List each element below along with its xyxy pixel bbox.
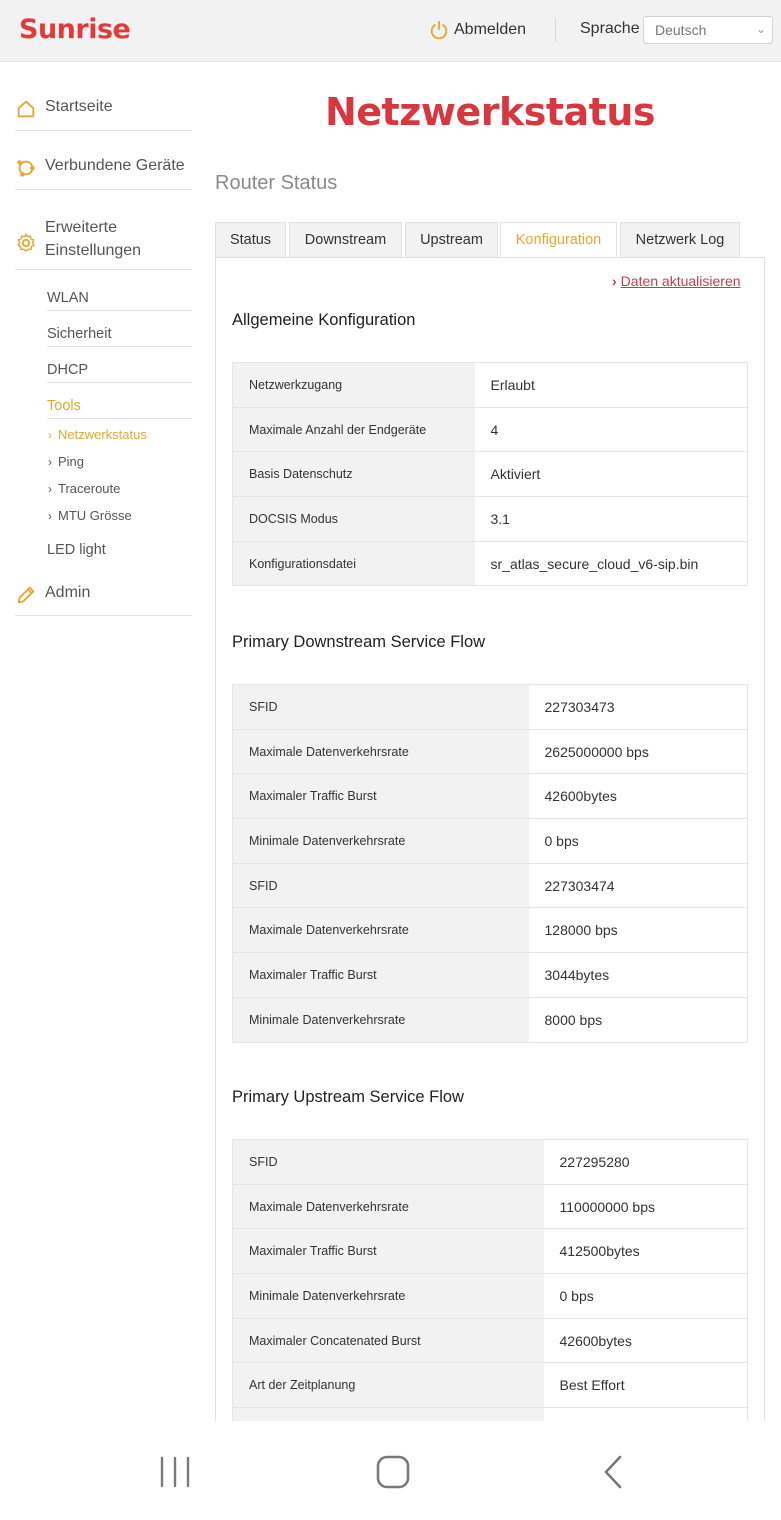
row-key: Maximaler Traffic Burst <box>233 953 529 998</box>
row-value: Best Effort <box>544 1363 748 1408</box>
chevron-right-icon: › <box>48 508 52 523</box>
tab-label: Konfiguration <box>515 231 602 248</box>
gear-icon <box>15 232 37 254</box>
header-divider <box>555 18 556 42</box>
chevron-right-icon: › <box>48 454 52 469</box>
subitem-label: WLAN <box>47 290 89 306</box>
row-value: 227303474 <box>529 863 748 908</box>
row-key: SFID <box>233 685 529 730</box>
tools-item-label: Ping <box>58 454 85 469</box>
tab-netzwerk-log[interactable] <box>620 222 740 257</box>
general-config-table <box>232 362 748 586</box>
row-key: SFID <box>233 1140 544 1185</box>
tab-label: Upstream <box>420 232 483 248</box>
sunrise-logo[interactable]: Sunrise <box>19 14 131 45</box>
table-row <box>233 819 748 864</box>
row-key: Minimale Datenverkehrsrate <box>233 1274 544 1319</box>
tools-item-label: MTU Grösse <box>58 508 132 523</box>
tools-item-netzwerkstatus[interactable] <box>48 427 147 442</box>
home-icon <box>15 98 37 120</box>
chevron-right-icon: › <box>48 427 52 442</box>
general-config-title: Allgemeine Konfiguration <box>232 311 416 329</box>
subitem-label: Sicherheit <box>47 326 112 342</box>
table-row <box>233 1318 748 1363</box>
subitem-label: LED light <box>47 542 106 558</box>
sidebar-item-devices[interactable] <box>15 157 192 190</box>
row-value: Aktiviert <box>475 452 748 497</box>
back-icon[interactable] <box>598 1454 628 1490</box>
row-value: 0 bps <box>529 819 748 864</box>
sidebar-item-admin[interactable] <box>15 584 192 616</box>
row-value: 3.1 <box>475 497 748 542</box>
sidebar-subitem-dhcp[interactable] <box>47 362 192 383</box>
sidebar-item-label: Admin <box>45 584 91 601</box>
row-key: DOCSIS Modus <box>233 497 475 542</box>
row-key: Konfigurationsdatei <box>233 541 475 586</box>
power-icon <box>428 19 450 41</box>
language-label: Sprache <box>580 20 640 37</box>
subitem-label: Tools <box>47 398 81 414</box>
tools-item-traceroute[interactable] <box>48 481 120 496</box>
table-row <box>233 541 748 586</box>
pencil-icon <box>15 584 37 606</box>
row-value: sr_atlas_secure_cloud_v6-sip.bin <box>475 541 748 586</box>
table-row <box>233 407 748 452</box>
section-title: Router Status <box>215 172 338 194</box>
table-row <box>233 685 748 730</box>
sidebar-subitem-tools[interactable] <box>47 398 192 419</box>
table-row <box>233 908 748 953</box>
row-key: Maximale Datenverkehrsrate <box>233 908 529 953</box>
row-key: Maximaler Traffic Burst <box>233 774 529 819</box>
tab-status[interactable] <box>215 222 286 257</box>
system-navigation-bar <box>0 1421 781 1520</box>
row-value: 2625000000 bps <box>529 729 748 774</box>
refresh-link[interactable] <box>612 273 741 289</box>
row-value: 128000 bps <box>529 908 748 953</box>
downstream-flow-table <box>232 684 748 1043</box>
row-key: Maximale Anzahl der Endgeräte <box>233 407 475 452</box>
row-value: 42600bytes <box>529 774 748 819</box>
sidebar-item-label: Verbundene Geräte <box>45 157 185 174</box>
tools-item-label: Traceroute <box>58 481 121 496</box>
logout-button[interactable] <box>428 17 526 43</box>
row-value: 412500bytes <box>544 1229 748 1274</box>
recent-apps-icon[interactable] <box>157 1455 193 1489</box>
downstream-flow-title: Primary Downstream Service Flow <box>232 633 486 651</box>
devices-icon <box>15 157 37 179</box>
row-key: Maximale Datenverkehrsrate <box>233 1184 544 1229</box>
row-value: 110000000 bps <box>544 1184 748 1229</box>
home-button-icon[interactable] <box>374 1454 412 1490</box>
table-row <box>233 1274 748 1319</box>
row-value: 3044bytes <box>529 953 748 998</box>
tab-label: Netzwerk Log <box>635 232 725 248</box>
sidebar-subitem-wlan[interactable] <box>47 290 192 311</box>
row-key: Maximaler Traffic Burst <box>233 1229 544 1274</box>
row-key: Netzwerkzugang <box>233 363 475 408</box>
tools-item-label: Netzwerkstatus <box>58 427 147 442</box>
sidebar-item-label-line1: Erweiterte <box>45 218 118 236</box>
upstream-flow-table <box>232 1139 748 1453</box>
table-row <box>233 953 748 998</box>
sidebar-item-label-line2: Einstellungen <box>45 241 142 259</box>
row-value: Erlaubt <box>475 363 748 408</box>
sidebar-subitem-sicherheit[interactable] <box>47 326 192 347</box>
tools-item-ping[interactable] <box>48 454 84 469</box>
table-row <box>233 452 748 497</box>
tab-downstream[interactable] <box>289 222 402 257</box>
tab-upstream[interactable] <box>405 222 498 257</box>
row-key: Maximale Datenverkehrsrate <box>233 729 529 774</box>
table-row <box>233 1184 748 1229</box>
row-key: Maximaler Concatenated Burst <box>233 1318 544 1363</box>
table-row <box>233 497 748 542</box>
table-row <box>233 997 748 1042</box>
row-key: SFID <box>233 863 529 908</box>
page-title: Netzwerkstatus <box>324 90 655 134</box>
row-value: 8000 bps <box>529 997 748 1042</box>
language-select[interactable] <box>643 16 773 44</box>
row-key: Minimale Datenverkehrsrate <box>233 819 529 864</box>
chevron-right-icon: › <box>612 273 617 289</box>
refresh-label: Daten aktualisieren <box>620 273 741 289</box>
table-row <box>233 1140 748 1185</box>
table-row <box>233 863 748 908</box>
row-key: Art der Zeitplanung <box>233 1363 544 1408</box>
sidebar-item-advanced-settings[interactable] <box>15 216 192 270</box>
top-header <box>0 0 781 62</box>
row-value: 227303473 <box>529 685 748 730</box>
logout-label: Abmelden <box>454 21 527 38</box>
subitem-label: DHCP <box>47 362 89 378</box>
row-value: 0 bps <box>544 1274 748 1319</box>
tools-item-mtu[interactable] <box>48 508 132 523</box>
row-value: 227295280 <box>544 1140 748 1185</box>
row-value: 42600bytes <box>544 1318 748 1363</box>
language-value: Deutsch <box>655 22 707 38</box>
sidebar-item-label: Startseite <box>45 98 113 115</box>
row-key: Minimale Datenverkehrsrate <box>233 997 529 1042</box>
table-row <box>233 729 748 774</box>
table-row <box>233 1363 748 1408</box>
chevron-down-icon: ⌄ <box>755 22 766 36</box>
tab-label: Status <box>229 232 272 248</box>
sidebar-subitem-led-light[interactable] <box>47 542 192 562</box>
tab-label: Downstream <box>304 232 387 248</box>
table-row <box>233 774 748 819</box>
upstream-flow-title: Primary Upstream Service Flow <box>232 1088 464 1106</box>
table-row <box>233 363 748 408</box>
tab-konfiguration[interactable] <box>500 222 617 257</box>
row-value: 4 <box>475 407 748 452</box>
chevron-right-icon: › <box>48 481 52 496</box>
sidebar-item-startseite[interactable] <box>15 98 192 131</box>
row-key: Basis Datenschutz <box>233 452 475 497</box>
table-row <box>233 1229 748 1274</box>
